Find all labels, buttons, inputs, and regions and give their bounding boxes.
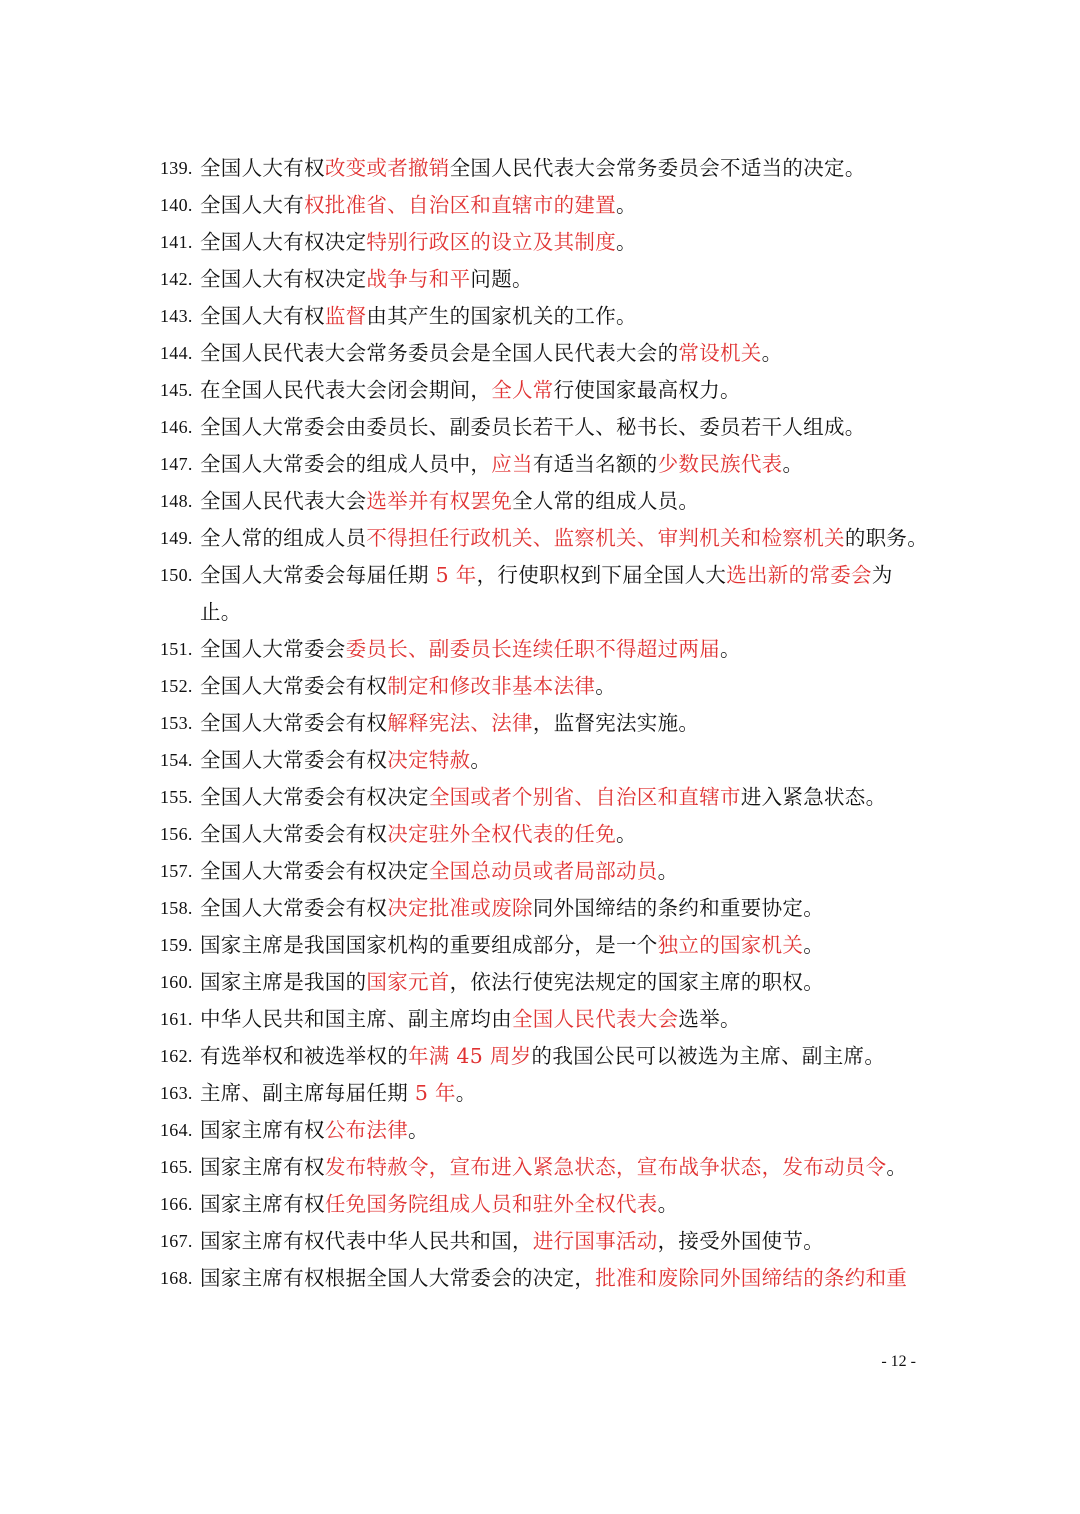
item-text: 行使国家最高权力。 (553, 378, 741, 402)
item-text: 。 (803, 933, 825, 957)
item-text: 。 (616, 822, 637, 846)
item-text: 全国人大有权决定 (200, 267, 367, 291)
item-text: 全国人大有权 (200, 156, 325, 180)
highlighted-text: 改变或者撤销 (324, 156, 450, 180)
highlighted-text: 进行国事活动 (532, 1229, 658, 1253)
item-number: 168. (160, 1268, 193, 1288)
highlighted-text: 任免国务院组成人员和驻外全权代表 (324, 1192, 658, 1216)
item-text: 全国人大常委会有权决定 (200, 859, 429, 883)
item-text: 国家主席有权 (200, 1155, 325, 1179)
list-item (160, 1149, 930, 1186)
item-text: 进入紧急状态。 (740, 785, 887, 809)
item-text: 在全国人民代表大会闭会期间， (200, 378, 492, 402)
item-number: 153. (160, 713, 193, 733)
highlighted-text: 全国人民代表大会 (512, 1007, 679, 1031)
item-text: 全国人大常委会由委员长、副委员长若干人、秘书长、委员若干人组成。 (200, 415, 866, 439)
item-number: 156. (160, 824, 193, 844)
item-text: 同外国缔结的条约和重要协定。 (532, 896, 825, 920)
list-item (160, 483, 930, 520)
item-text: 全人常的组成人员 (200, 526, 367, 550)
highlighted-text: 5 年 (435, 563, 477, 587)
highlighted-text: 监督 (324, 304, 367, 328)
item-text: 全国人大常委会有权 (200, 896, 388, 920)
item-number: 155. (160, 787, 193, 807)
item-text: 全人常的组成人员。 (512, 489, 700, 513)
item-text: 。 (470, 748, 492, 772)
item-text: 。 (595, 674, 617, 698)
item-text: 。 (782, 452, 804, 476)
list-item (160, 520, 930, 557)
list-item (160, 1038, 930, 1075)
list-item (160, 816, 930, 853)
item-number: 147. (160, 454, 193, 474)
list-item (160, 335, 930, 372)
highlighted-text: 决定特赦 (387, 748, 471, 772)
list-item (160, 1260, 930, 1297)
list-item (160, 298, 930, 335)
item-number: 143. (160, 306, 193, 326)
list-item (160, 557, 930, 631)
highlighted-text: 独立的国家机关 (657, 933, 804, 957)
list-item (160, 890, 930, 927)
item-number: 161. (160, 1009, 193, 1029)
item-text: 。 (657, 1192, 679, 1216)
item-text: ，依法行使宪法规定的国家主席的职权。 (449, 970, 825, 994)
item-text: 全国人民代表大会常务委员会不适当的决定。 (449, 156, 866, 180)
highlighted-text: 权批准省、自治区和直辖市的建置 (304, 193, 616, 217)
list-item (160, 1186, 930, 1223)
list-item (160, 224, 930, 261)
item-number: 159. (160, 935, 193, 955)
item-number: 157. (160, 861, 193, 881)
item-text: 全国人大常委会有权 (200, 711, 388, 735)
item-number: 142. (160, 269, 193, 289)
item-text: ，接受外国使节。 (657, 1229, 825, 1253)
highlighted-text: 委员长、副委员长连续任职不得超过两届 (345, 637, 721, 661)
item-number: 165. (160, 1157, 193, 1177)
list-item (160, 779, 930, 816)
highlighted-text: 特别行政区的设立及其制度 (366, 230, 617, 254)
item-number: 158. (160, 898, 193, 918)
item-text: ，监督宪法实施。 (532, 711, 700, 735)
item-text: 有选举权和被选举权的 (200, 1044, 408, 1068)
item-text: ，行使职权到下届全国人大 (476, 563, 727, 587)
highlighted-text: 年满 45 周岁 (408, 1044, 532, 1068)
item-text: 国家主席有权 (200, 1192, 325, 1216)
item-text: 。 (720, 637, 741, 661)
item-number: 148. (160, 491, 193, 511)
item-text: 的职务。 (844, 526, 929, 550)
item-text: 全国人民代表大会 (200, 489, 367, 513)
highlighted-text: 决定批准或废除 (387, 896, 533, 920)
item-text: 选举。 (678, 1007, 741, 1031)
item-number: 150. (160, 565, 193, 585)
item-text: 。 (408, 1118, 429, 1142)
highlighted-text: 全国总动员或者局部动员 (428, 859, 658, 883)
item-text: 国家主席是我国的 (200, 970, 367, 994)
item-number: 145. (160, 380, 193, 400)
list-item (160, 1001, 930, 1038)
item-text: 有适当名额的 (532, 452, 658, 476)
item-text: 的我国公民可以被选为主席、副主席。 (531, 1044, 886, 1068)
item-text: 。 (616, 230, 637, 254)
item-number: 146. (160, 417, 193, 437)
highlighted-text: 5 年 (414, 1081, 456, 1105)
item-text: 国家主席是我国国家机构的重要组成部分，是一个 (200, 933, 658, 957)
highlighted-text: 不得担任行政机关、监察机关、审判机关和检察机关 (366, 526, 845, 550)
item-text: 全国人民代表大会常务委员会是全国人民代表大会的 (200, 341, 679, 365)
item-number: 141. (160, 232, 193, 252)
highlighted-text: 解释宪法、法律 (387, 711, 533, 735)
highlighted-text: 选举并有权罢免 (366, 489, 513, 513)
highlighted-text: 全人常 (491, 378, 554, 402)
list-item (160, 927, 930, 964)
item-text: 主席、副主席每届任期 (200, 1081, 415, 1105)
item-text: 全国人大有 (200, 193, 304, 217)
item-text: 。 (761, 341, 783, 365)
list-item (160, 1075, 930, 1112)
list-item (160, 631, 930, 668)
list-item (160, 261, 930, 298)
highlighted-text: 决定驻外全权代表的任免 (387, 822, 617, 846)
list-item (160, 705, 930, 742)
item-number: 149. (160, 528, 193, 548)
item-text: 。 (657, 859, 679, 883)
item-text: 全国人大常委会的组成人员中， (200, 452, 492, 476)
list-item (160, 446, 930, 483)
list-item (160, 409, 930, 446)
highlighted-text: 少数民族代表 (657, 452, 783, 476)
list-item (160, 1223, 930, 1260)
item-text: 国家主席有权代表中华人民共和国， (200, 1229, 533, 1253)
item-number: 167. (160, 1231, 193, 1251)
item-text: 国家主席有权 (200, 1118, 325, 1142)
highlighted-text: 战争与和平 (366, 267, 471, 291)
item-text: 国家主席有权根据全国人大常委会的决定， (200, 1266, 596, 1290)
list-item (160, 150, 930, 187)
item-text: 中华人民共和国主席、副主席均由 (200, 1007, 512, 1031)
item-text: 全国人大常委会有权 (200, 674, 388, 698)
item-text: 全国人大有权决定 (200, 230, 367, 254)
highlighted-text: 发布特赦令，宣布进入紧急状态，宣布战争状态，发布动员令 (324, 1155, 887, 1179)
item-number: 140. (160, 195, 193, 215)
item-text: 问题。 (470, 267, 533, 291)
item-number: 162. (160, 1046, 193, 1066)
item-number: 163. (160, 1083, 193, 1103)
item-number: 139. (160, 158, 193, 178)
highlighted-text: 全国或者个别省、自治区和直辖市 (428, 785, 741, 809)
list-item (160, 964, 930, 1001)
item-number: 144. (160, 343, 193, 363)
item-text: 为止。 (200, 563, 893, 624)
list-item (160, 187, 930, 224)
item-text: 全国人大常委会每届任期 (200, 563, 436, 587)
highlighted-text: 公布法律 (324, 1118, 409, 1142)
item-number: 152. (160, 676, 193, 696)
item-text: 。 (455, 1081, 477, 1105)
item-number: 164. (160, 1120, 193, 1140)
item-text: 由其产生的国家机关的工作。 (366, 304, 637, 328)
list-item (160, 742, 930, 779)
item-number: 166. (160, 1194, 193, 1214)
item-number: 151. (160, 639, 193, 659)
item-text: 全国人大常委会有权 (200, 748, 388, 772)
highlighted-text: 制定和修改非基本法律 (387, 674, 596, 698)
item-text: 。 (886, 1155, 908, 1179)
list-item (160, 668, 930, 705)
list-item (160, 372, 930, 409)
numbered-list (160, 150, 930, 1297)
highlighted-text: 选出新的常委会 (726, 563, 872, 587)
highlighted-text: 应当 (491, 452, 533, 476)
item-text: 全国人大常委会 (200, 637, 346, 661)
page-number: - 12 - (881, 1353, 916, 1370)
item-text: 。 (616, 193, 637, 217)
item-text: 全国人大有权 (200, 304, 325, 328)
list-item (160, 1112, 930, 1149)
highlighted-text: 国家元首 (366, 970, 450, 994)
item-number: 154. (160, 750, 193, 770)
item-text: 全国人大常委会有权决定 (200, 785, 429, 809)
item-number: 160. (160, 972, 193, 992)
item-text: 全国人大常委会有权 (200, 822, 388, 846)
highlighted-text: 批准和废除同外国缔结的条约和重 (595, 1266, 908, 1290)
list-item (160, 853, 930, 890)
highlighted-text: 常设机关 (678, 341, 762, 365)
